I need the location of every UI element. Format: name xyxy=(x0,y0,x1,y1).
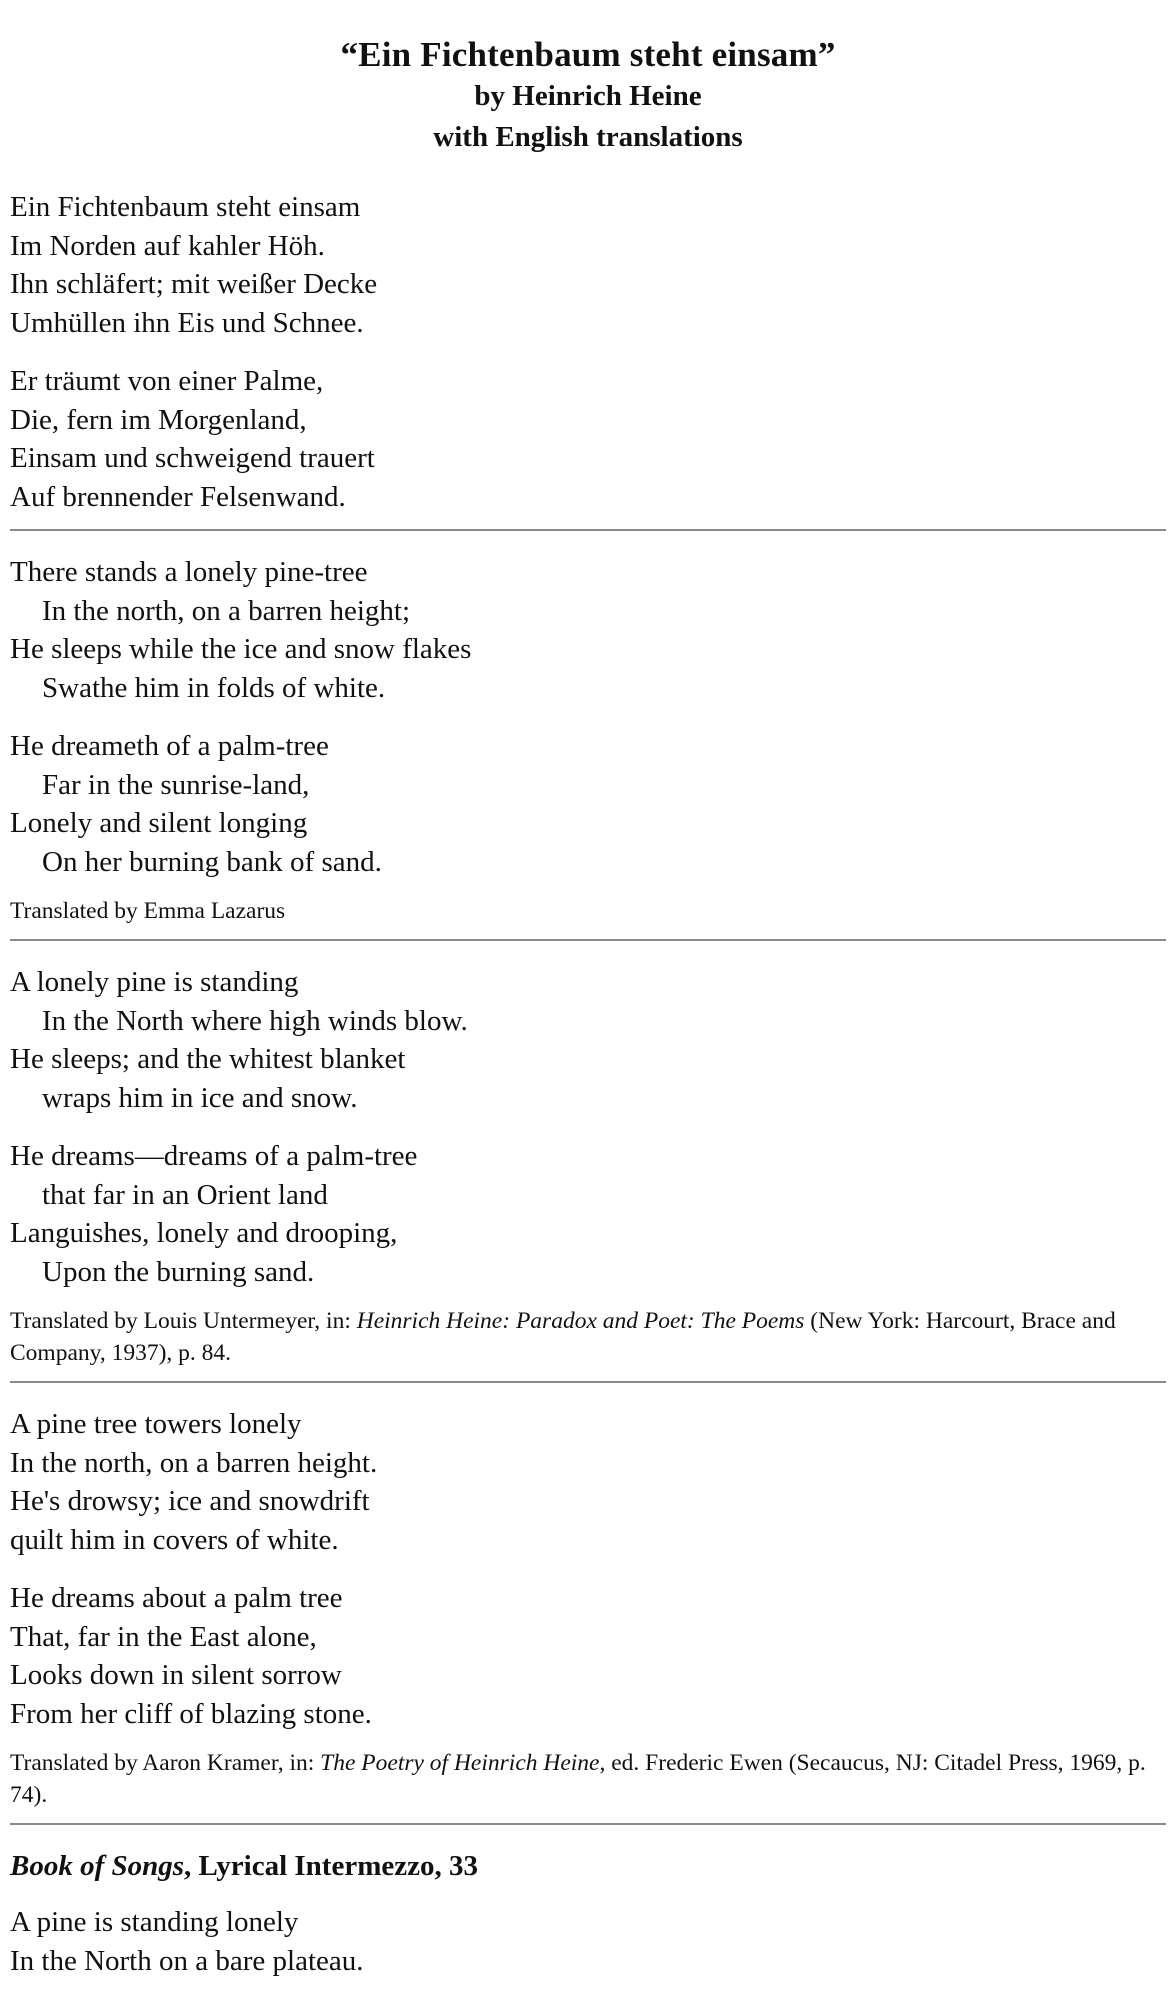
lazarus-stanza-2 xyxy=(10,727,1166,881)
section-divider xyxy=(10,1823,1166,1825)
poem-line: Im Norden auf kahler Höh. xyxy=(10,229,325,262)
poem-line: He dreams about a palm tree xyxy=(10,1582,343,1614)
section-heading-rest: , Lyrical Intermezzo, 33 xyxy=(184,1850,478,1882)
poem-line: Die, fern im Morgenland, xyxy=(10,403,307,436)
section-heading-book: Book of Songs xyxy=(10,1850,185,1882)
poem-line: A pine tree towers lonely xyxy=(10,1408,302,1440)
credit-book-title: The Poetry of Heinrich Heine xyxy=(320,1750,600,1776)
poem-line: On her burning bank of sand. xyxy=(42,845,382,878)
section-divider xyxy=(10,939,1166,941)
poem-line: Ein Fichtenbaum steht einsam xyxy=(10,191,361,223)
poem-line: From her cliff of blazing stone. xyxy=(10,1697,372,1730)
poem-line: Swathe him in folds of white. xyxy=(42,671,386,704)
poem-line: A lonely pine is standing xyxy=(10,966,299,998)
poem-line: Lonely and silent longing xyxy=(10,807,308,839)
poem-line: that far in an Orient land xyxy=(42,1178,328,1211)
poem-line: Upon the burning sand. xyxy=(42,1255,315,1288)
section-divider xyxy=(10,529,1166,531)
poem-line: In the North on a bare plateau. xyxy=(10,1944,364,1977)
poem-line: In the north, on a barren height. xyxy=(10,1446,378,1479)
poem-line: He dreameth of a palm-tree xyxy=(10,730,329,762)
title-block xyxy=(10,0,1166,158)
credit-book-title: Heinrich Heine: Paradox and Poet: The Poems xyxy=(356,1308,805,1334)
translator-credit xyxy=(10,1747,1166,1811)
poem-line: There stands a lonely pine-tree xyxy=(10,556,368,588)
original-stanza-1 xyxy=(10,188,1166,342)
poem-line: Looks down in silent sorrow xyxy=(10,1659,342,1691)
poem-line: Einsam und schweigend trauert xyxy=(10,442,375,474)
poem-line: He dreams—dreams of a palm-tree xyxy=(10,1140,418,1172)
translator-credit xyxy=(10,1305,1166,1369)
poem-line: quilt him in covers of white. xyxy=(10,1523,339,1556)
section-heading xyxy=(10,1847,1166,1885)
kramer-stanza-1 xyxy=(10,1405,1166,1559)
poem-line: That, far in the East alone, xyxy=(10,1620,317,1653)
page-subtitle: with English translations xyxy=(433,121,743,153)
poem-line: In the North where high winds blow. xyxy=(42,1004,468,1037)
book-of-songs-stanza-1 xyxy=(10,1903,1166,1980)
poem-line: A pine is standing lonely xyxy=(10,1906,299,1938)
section-divider xyxy=(10,1381,1166,1383)
poem-line: Ihn schläfert; mit weißer Decke xyxy=(10,268,378,300)
poem-line: He sleeps while the ice and snow flakes xyxy=(10,633,472,665)
poem-line: In the north, on a barren height; xyxy=(42,594,411,627)
poem-line: Languishes, lonely and drooping, xyxy=(10,1217,398,1249)
credit-prefix: Translated by Louis Untermeyer, in: xyxy=(10,1308,357,1334)
author-byline: by Heinrich Heine xyxy=(474,80,702,112)
poem-line: wraps him in ice and snow. xyxy=(42,1081,358,1114)
kramer-stanza-2 xyxy=(10,1579,1166,1733)
credit-prefix: Translated by Aaron Kramer, in: xyxy=(10,1750,321,1776)
untermeyer-stanza-2 xyxy=(10,1137,1166,1291)
poem-line: He's drowsy; ice and snowdrift xyxy=(10,1485,370,1517)
credit-suffix: , ed. Frederic Ewen (Secaucus, NJ: Citadel Press, 1969, p. 74). xyxy=(10,1750,1146,1808)
original-stanza-2 xyxy=(10,362,1166,516)
poem-line: Auf brennender Felsenwand. xyxy=(10,480,346,513)
page-title: “Ein Fichtenbaum steht einsam” xyxy=(340,35,836,74)
credit-suffix: (New York: Harcourt, Brace and Company, 1937), p. 84. xyxy=(10,1308,1116,1366)
poem-line: Er träumt von einer Palme, xyxy=(10,365,324,397)
poem-line: He sleeps; and the whitest blanket xyxy=(10,1043,406,1075)
poem-line: Umhüllen ihn Eis und Schnee. xyxy=(10,306,364,339)
untermeyer-stanza-1 xyxy=(10,963,1166,1117)
poem-line: Far in the sunrise-land, xyxy=(42,768,310,801)
translator-credit: Translated by Emma Lazarus xyxy=(10,898,286,924)
lazarus-stanza-1 xyxy=(10,553,1166,707)
